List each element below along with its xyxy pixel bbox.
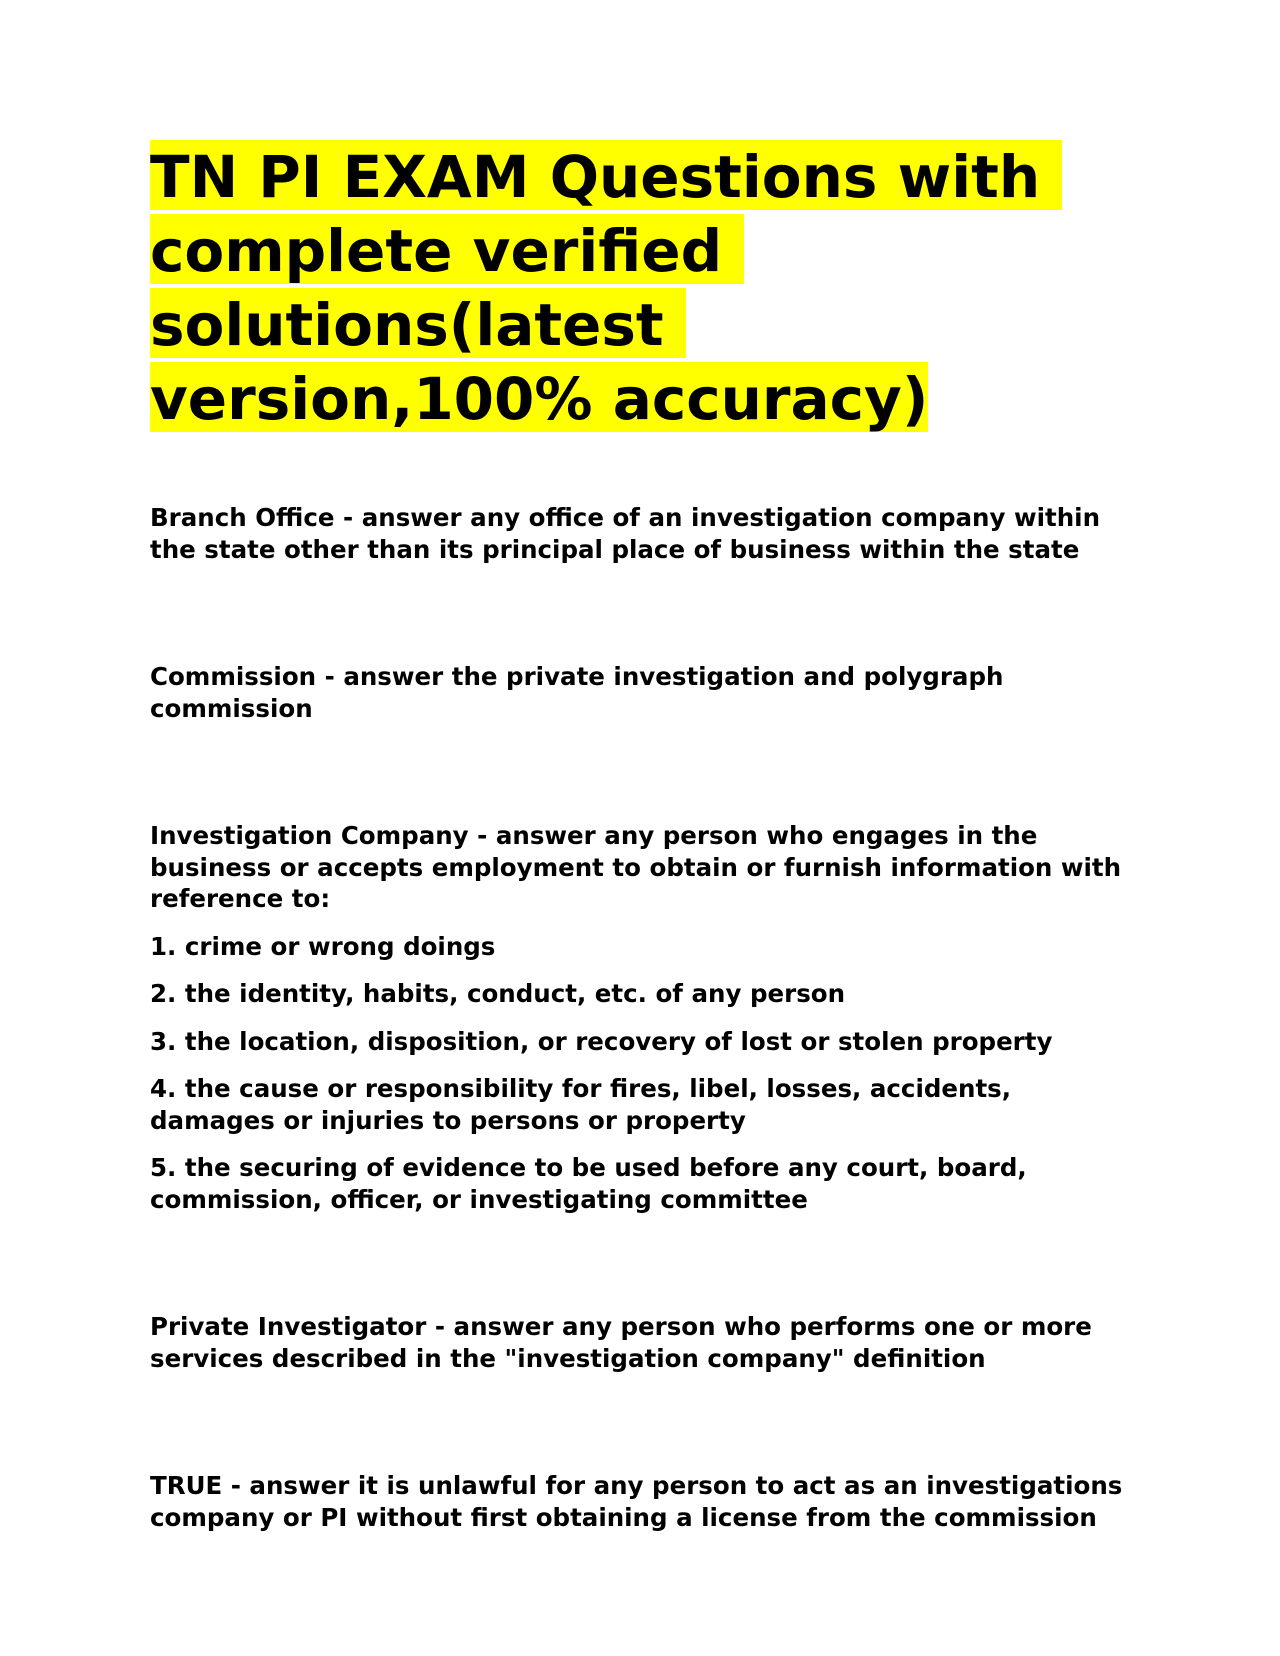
title-text: version,100% accuracy) [150, 362, 928, 432]
title-text: TN PI EXAM Questions with [150, 140, 1062, 210]
qa-list-item: 3. the location, disposition, or recovery of lost or stolen property [150, 1026, 1053, 1056]
document-title [150, 140, 1140, 436]
qa-list-item: 4. the cause or responsibility for fires, libel, losses, accidents, damages or injuries to persons or property [150, 1074, 1012, 1135]
title-line [150, 140, 1140, 214]
title-line [150, 288, 1140, 362]
qa-entry-branch-office [150, 502, 1140, 565]
qa-entry-investigation-company [150, 820, 1140, 1215]
qa-list-item: 2. the identity, habits, conduct, etc. of any person [150, 979, 846, 1008]
title-text: complete verified [150, 214, 744, 284]
title-text: solutions(latest [150, 288, 686, 358]
qa-text: TRUE - answer it is unlawful for any person to act as an investigations company or PI without first obtaining a license from the commission [150, 1471, 1123, 1532]
qa-entry-commission [150, 661, 1140, 724]
qa-entry-private-investigator [150, 1311, 1140, 1374]
qa-text: Investigation Company - answer any person who engages in the business or accepts employment to obtain or furnish information with reference to: [150, 821, 1122, 913]
qa-list-item: 1. crime or wrong doings [150, 931, 496, 961]
title-line [150, 362, 1140, 436]
qa-entry-true [150, 1470, 1140, 1533]
qa-text: Branch Office - answer any office of an investigation company within the state other than its principal place of business within the state [150, 503, 1101, 564]
qa-list-item: 5. the securing of evidence to be used before any court, board, commission, officer, or investigating committee [150, 1153, 1027, 1214]
qa-text: Commission - answer the private investigation and polygraph commission [150, 662, 1004, 723]
title-line [150, 214, 1140, 288]
qa-text: Private Investigator - answer any person who performs one or more services described in the "investigation company" definition [150, 1312, 1092, 1373]
qa-list [150, 502, 1140, 1533]
document-page [150, 140, 1140, 1629]
